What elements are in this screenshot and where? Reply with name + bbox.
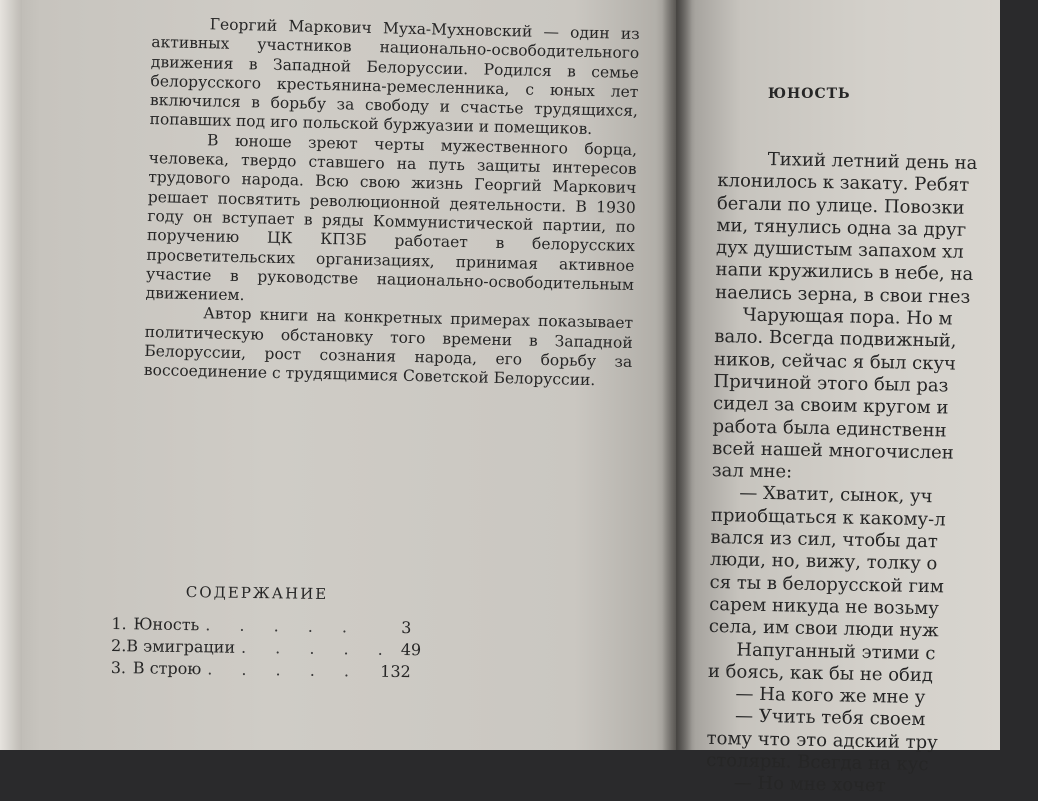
text-line: сарем никуда не возьму <box>709 593 940 620</box>
chapter-text <box>706 148 1038 801</box>
text-line: ся ты в белорусской гим <box>709 571 945 598</box>
text-line: дух душистым запахом хл <box>715 237 964 263</box>
text-line: сидел за своим кругом и <box>712 393 949 419</box>
text-line: приобщаться к какому-л <box>710 504 946 531</box>
book-annotation <box>144 14 640 392</box>
text-line: села, им свои люди нуж <box>708 616 939 642</box>
text-line: вало. Всегда подвижный, <box>714 326 957 352</box>
text-line: Тихий летний день на <box>767 148 978 174</box>
toc-leader-dots: . . . . . <box>240 637 395 659</box>
table-of-contents <box>110 582 422 684</box>
toc-entry-number: 1. <box>111 613 127 634</box>
text-line: вался из сил, чтобы дат <box>710 526 938 553</box>
toc-entry-number: 2. <box>110 635 127 656</box>
text-line: наелись зерна, в свои гнез <box>715 281 971 308</box>
annotation-paragraph: Автор книги на конкретных примерах показывает политическую обстановку того времени в Западной Белоруссии, рост сознания народа, его борьбу за воссоединение с трудящимися Советской Белоруссии. <box>143 304 634 390</box>
toc-entry-page: 132 <box>380 661 411 682</box>
text-line: работа была единственн <box>712 415 947 442</box>
toc-leader-dots: . . . . . <box>205 615 360 637</box>
toc-entry-title: В эмиграции <box>126 636 236 657</box>
text-line: клонилось к закату. Ребят <box>717 170 970 197</box>
text-line: и боясь, как бы не обид <box>707 660 934 687</box>
text-line: бегали по улице. Повозки <box>716 192 965 219</box>
text-line: ников, сейчас я был скуч <box>713 348 957 375</box>
text-line: ми, тянулись одна за друг <box>716 214 967 241</box>
text-line: зал мне: <box>711 460 793 483</box>
toc-leader-dots: . . . . . <box>207 659 362 681</box>
text-line: — На кого же мне у <box>735 683 926 709</box>
text-line: Чарующая пора. Но м <box>742 304 953 330</box>
text-line: — Хватит, сынок, уч <box>739 482 933 508</box>
text-line: — Но мне хочет <box>733 772 886 797</box>
text-line: — Учить тебя своем <box>734 705 926 731</box>
toc-entry-page: 49 <box>400 640 422 660</box>
toc-entry-page: 3 <box>401 618 412 638</box>
annotation-paragraph: В юноше зреют черты мужественного борца, человека, твердо ставшего на путь защиты интересов трудового народа. Всю свою жизнь Георгий Маркович решает посвятить революционной деятельности. В 1930 году он вступает в ряды Коммунистической партии, по поручению ЦК КПЗБ работает в белорусских просветительских организациях, принимая активное участие в руководстве национально-освободительным движением. <box>145 131 638 305</box>
page-edge <box>0 0 22 750</box>
text-line: напи кружились в небе, на <box>715 259 974 286</box>
text-line: всей нашей многочислен <box>712 437 954 464</box>
text-line: столяры. Всегда на кус <box>706 749 929 776</box>
toc-entry-title: Юность <box>133 614 200 635</box>
text-line: Напуганный этими с <box>736 638 936 664</box>
text-line: Причиной этого был раз <box>713 370 949 397</box>
chapter-title: ЮНОСТЬ <box>768 86 851 102</box>
toc-entry-number: 3. <box>110 657 127 678</box>
text-line: тому что это адский тру <box>706 727 938 754</box>
annotation-paragraph: Георгий Маркович Муха-Мухновский — один из активных участников национально-освободительного движения в Западной Белоруссии. Родился в семье белорусского крестьянина-ремесленника, с юных лет включился в борьбу за свободу и счастье трудящихся, попавших под иго польской буржуазии и помещиков. <box>149 15 640 139</box>
toc-title: СОДЕРЖАНИЕ <box>185 583 329 604</box>
text-line: люди, но, вижу, толку о <box>709 549 938 575</box>
book-spine-shadow <box>662 0 692 750</box>
toc-entry-title: В строю <box>132 658 202 679</box>
right-page <box>676 0 1000 797</box>
toc-entry <box>111 658 411 684</box>
